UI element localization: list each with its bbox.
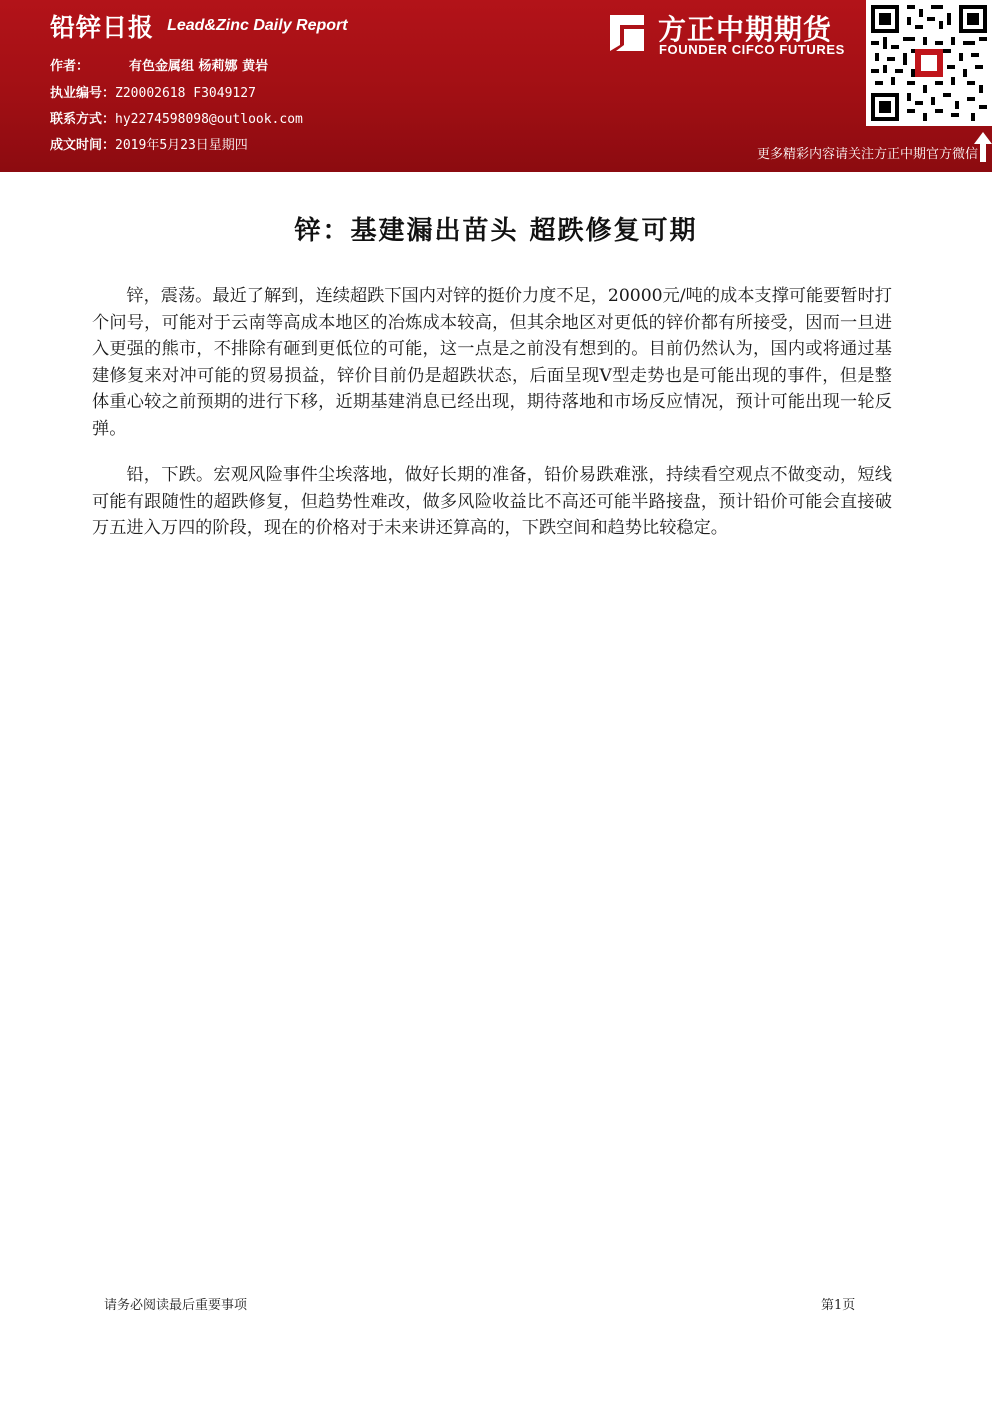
footer-notice: 请务必阅读最后重要事项	[104, 1298, 248, 1313]
author-line	[50, 55, 268, 74]
qr-code-icon	[871, 5, 987, 121]
up-arrow-icon	[974, 132, 992, 162]
article-title: 锌：基建漏出苗头 超跌修复可期	[294, 216, 698, 246]
author-label: 作者：	[50, 59, 90, 74]
date-label: 成文时间：	[50, 138, 116, 153]
license-value: Z20002618 F3049127	[115, 86, 256, 101]
license-label: 执业编号：	[50, 86, 116, 101]
zinc-paragraph: 锌，震荡。最近了解到，连续超跌下国内对锌的挺价力度不足，20000元/吨的成本支撑可能要暂时打个问号，可能对于云南等高成本地区的冶炼成本较高，但其余地区对更低的锌价都有所接受，因而一旦进入更强的熊市，不排除有砸到更低位的可能，这一点是之前没有想到的。目前仍然认为，国内或将通过基建修复来对冲可能的贸易损益，锌价目前仍是超跌状态，后面呈现V型走势也是可能出现的事件，但是整体重心较之前预期的进行下移，近期基建消息已经出现，期待落地和市场反应情况，预计可能出现一轮反弹。	[92, 286, 892, 439]
author-value: 有色金属组 杨莉娜 黄岩	[129, 59, 269, 74]
logo-name-en: FOUNDER CIFCO FUTURES	[659, 42, 845, 57]
report-title-cn: 铅锌日报	[50, 13, 155, 42]
page-number: 第1页	[821, 1298, 856, 1313]
contact-value[interactable]: hy2274598098@outlook.com	[115, 112, 303, 127]
lead-paragraph: 铅，下跌。宏观风险事件尘埃落地，做好长期的准备，铅价易跌难涨，持续看空观点不做变动，短线可能有跟随性的超跌修复，但趋势性难改，做多风险收益比不高还可能半路接盘，预计铅价可能会直接破万五进入万四的阶段，现在的价格对于未来讲还算高的，下跌空间和趋势比较稳定。	[92, 465, 892, 538]
follow-wechat-text: 更多精彩内容请关注方正中期官方微信	[756, 147, 978, 162]
founder-logo-icon	[604, 11, 648, 55]
license-line	[50, 82, 256, 101]
contact-line	[50, 108, 303, 127]
logo-name-cn: 方正中期期货	[658, 13, 833, 46]
contact-label: 联系方式：	[50, 112, 116, 127]
report-title	[50, 8, 348, 44]
date-value: 2019年5月23日星期四	[115, 138, 248, 153]
company-logo	[604, 8, 864, 60]
report-title-en: Lead&Zinc Daily Report	[167, 17, 348, 34]
wechat-qr-code	[866, 0, 992, 126]
report-header	[0, 0, 992, 172]
date-line	[50, 134, 248, 153]
